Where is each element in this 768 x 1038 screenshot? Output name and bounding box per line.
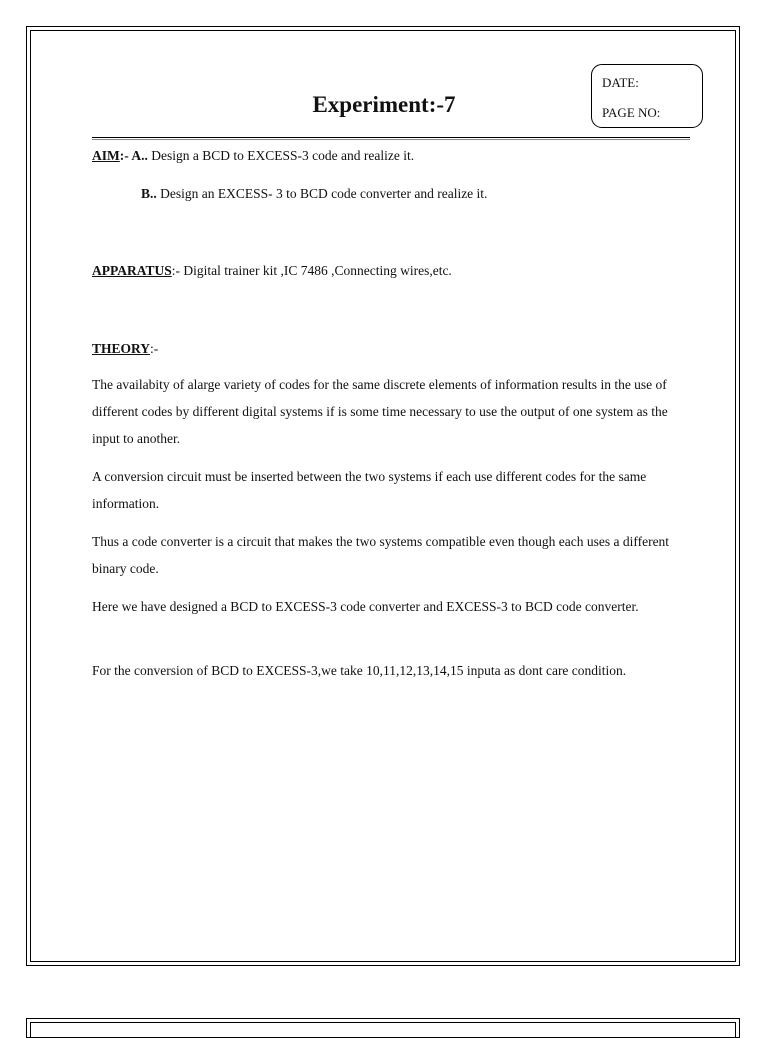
aim-line-a: [92, 148, 414, 164]
aim-line-b: [141, 186, 487, 202]
date-label: DATE:: [602, 75, 639, 90]
aim-part-a-text: Design a BCD to EXCESS-3 code and realize it.: [147, 148, 415, 163]
date-page-box: [591, 64, 703, 128]
header-divider: [92, 137, 690, 138]
theory-paragraph-4: Here we have designed a BCD to EXCESS-3 code converter and EXCESS-3 to BCD code converter.: [92, 599, 639, 614]
aim-part-b-label: B..: [141, 186, 157, 201]
apparatus-line: [92, 263, 452, 279]
aim-part-a-label: A..: [131, 148, 148, 163]
theory-separator: :-: [150, 341, 159, 356]
theory-heading-line: [92, 341, 158, 357]
theory-paragraph-3: Thus a code converter is a circuit that makes the two systems compatible even though each uses a different binary code.: [92, 534, 670, 576]
aim-part-b-text: Design an EXCESS- 3 to BCD code converter and realize it.: [156, 186, 488, 201]
next-page-border: [26, 1018, 740, 1038]
apparatus-heading: APPARATUS: [92, 263, 172, 278]
theory-paragraph-1: The availabity of alarge variety of codes for the same discrete elements of information results in the use of different codes by different digital systems if is some time necessary to use the output of one system as the input to another.: [92, 377, 668, 446]
next-page-border-inner: [30, 1022, 736, 1037]
aim-separator: :-: [119, 148, 132, 163]
theory-heading: THEORY: [92, 341, 151, 356]
experiment-title: Experiment:-7: [312, 92, 456, 117]
theory-paragraph-2: A conversion circuit must be inserted between the two systems if each use different codes for the same information.: [92, 469, 647, 511]
theory-paragraph-5: For the conversion of BCD to EXCESS-3,we take 10,11,12,13,14,15 inputa as dont care condition.: [92, 663, 627, 678]
page-no-label: PAGE NO:: [602, 105, 661, 120]
header-divider-shadow: [92, 139, 690, 140]
aim-heading: AIM: [92, 148, 120, 163]
apparatus-text: :- Digital trainer kit ,IC 7486 ,Connecting wires,etc.: [171, 263, 452, 278]
